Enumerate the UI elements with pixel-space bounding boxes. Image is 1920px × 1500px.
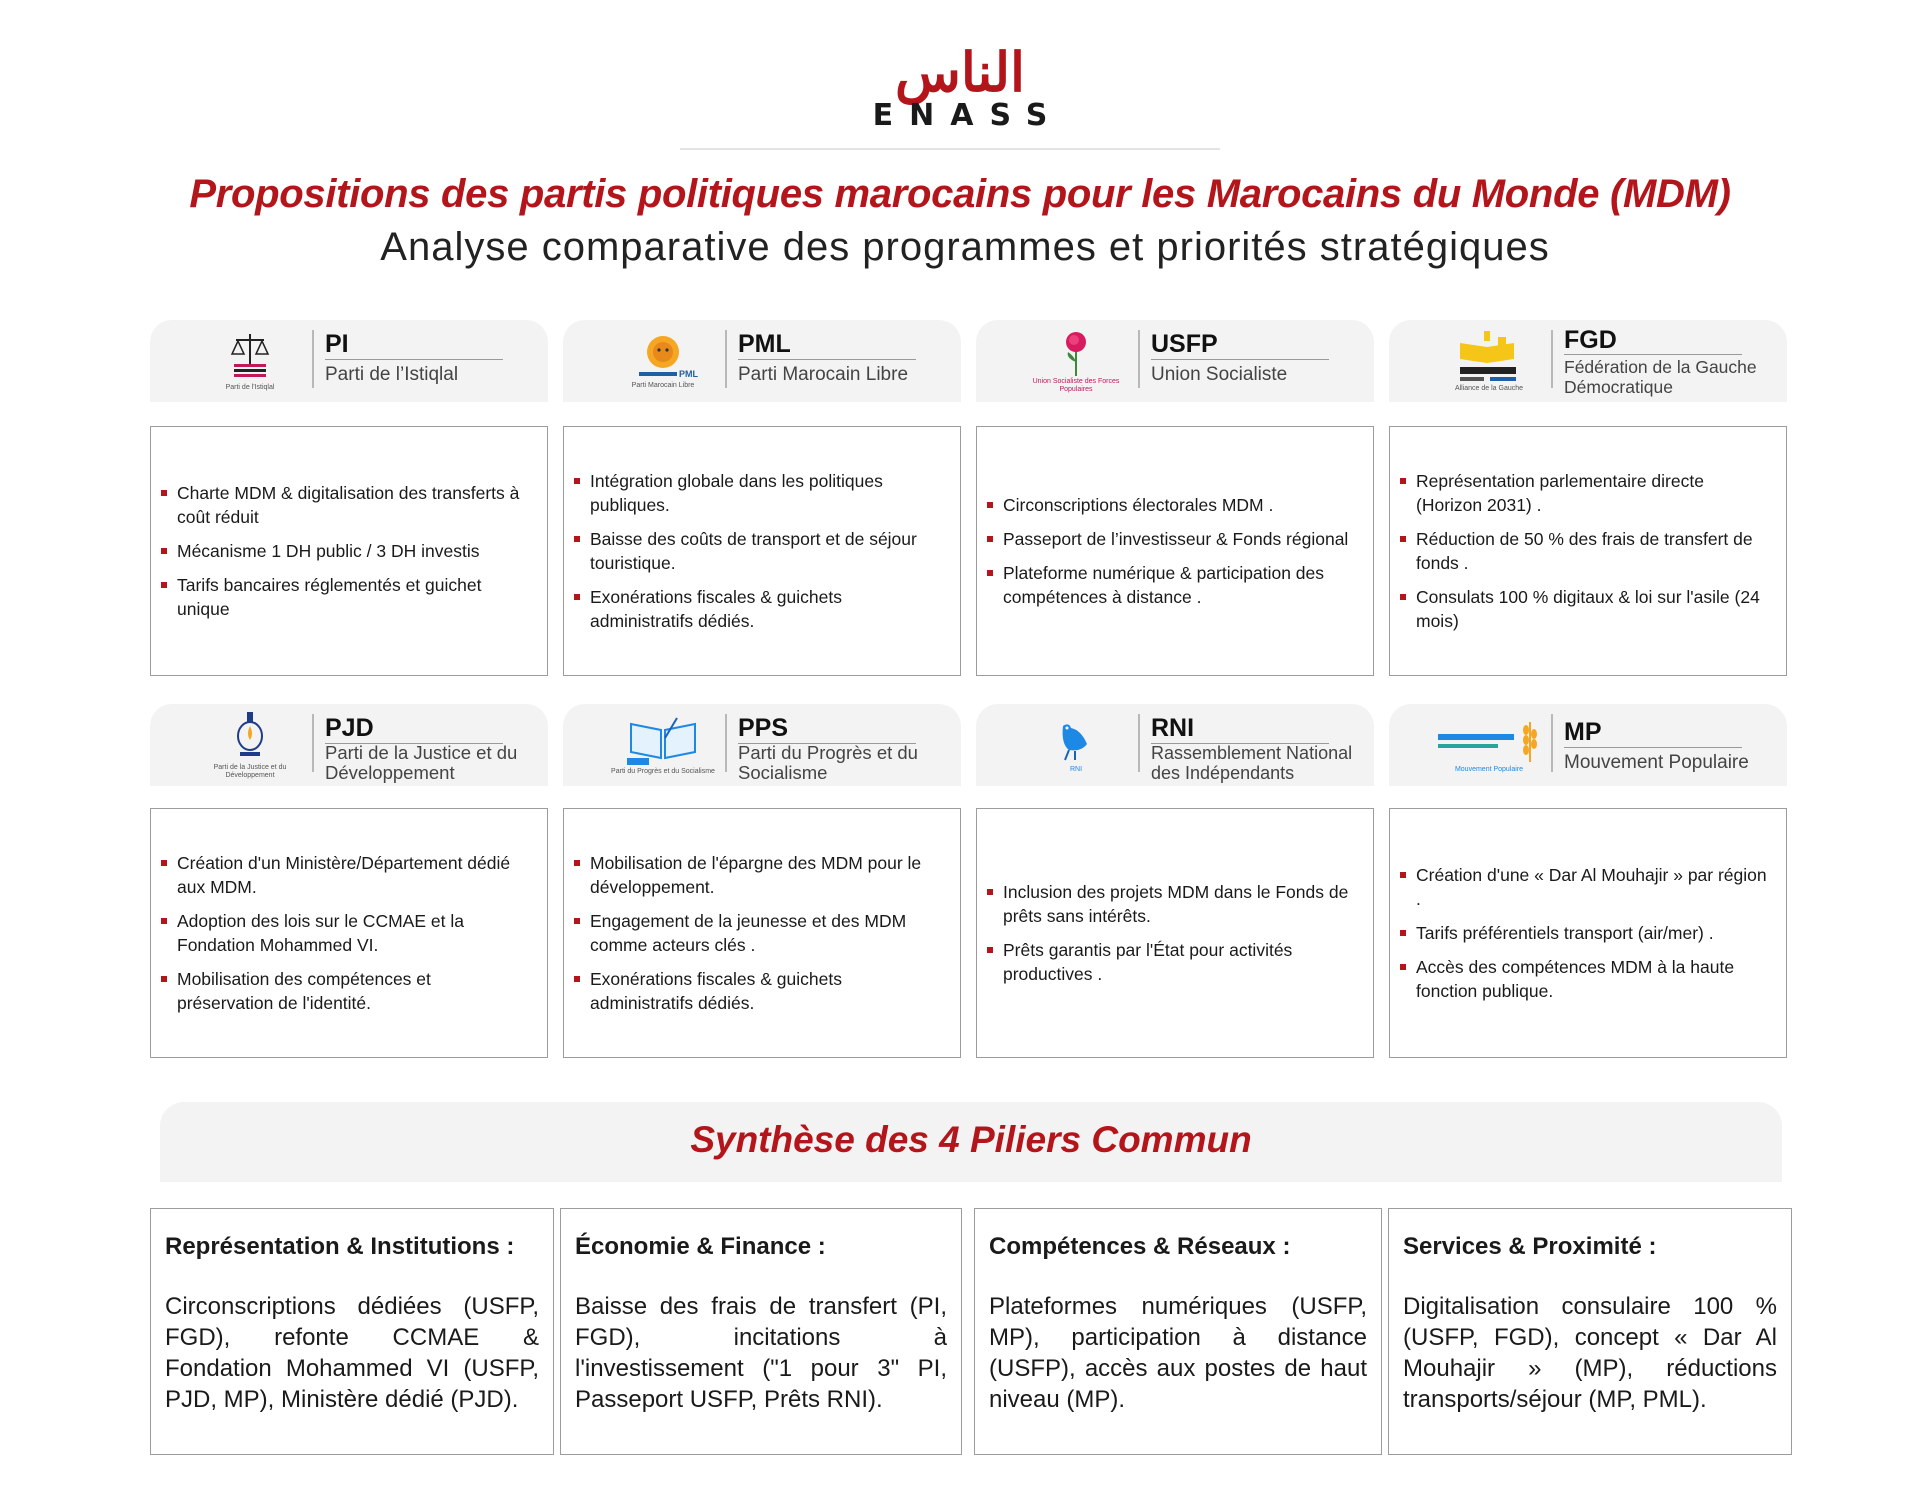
proposal-item: Mobilisation de l'épargne des MDM pour le développement. xyxy=(572,851,942,899)
proposal-item: Création d'une « Dar Al Mouhajir » par région . xyxy=(1398,863,1768,911)
proposal-item: Inclusion des projets MDM dans le Fonds de prêts sans intérêts. xyxy=(985,880,1355,928)
party-abbreviation: RNI xyxy=(1151,714,1195,742)
party-proposals-fgd xyxy=(1389,426,1787,676)
pillar-title: Économie & Finance : xyxy=(575,1233,826,1260)
party-logo-pi xyxy=(190,328,310,394)
proposal-item: Prêts garantis par l'État pour activités productives . xyxy=(985,938,1355,986)
header-underline xyxy=(1564,354,1742,355)
header-separator xyxy=(312,714,314,772)
party-logo-caption: Alliance de la Gauche xyxy=(1454,385,1524,392)
scales-of-justice-icon xyxy=(228,330,272,384)
party-logo-caption: Parti de la Justice et du Développement xyxy=(213,764,287,779)
party-logo-pjd xyxy=(190,712,310,778)
party-full-name: Parti du Progrès et du Socialisme xyxy=(738,742,918,783)
party-logo-fgd xyxy=(1429,328,1549,394)
party-logo-caption: Parti du Progrès et du Socialisme xyxy=(611,768,715,775)
party-proposals-pjd xyxy=(150,808,548,1058)
page-subtitle: Analyse comparative des programmes et priorités stratégiques xyxy=(380,225,1550,269)
rose-icon xyxy=(1056,328,1096,378)
party-logo-rni xyxy=(1016,712,1136,778)
header-separator xyxy=(1551,714,1553,772)
pillar-services xyxy=(1388,1208,1792,1455)
party-logo-caption: Parti Marocain Libre xyxy=(631,382,695,389)
proposal-item: Réduction de 50 % des frais de transfert de fonds . xyxy=(1398,527,1768,575)
proposal-item: Intégration globale dans les politiques publiques. xyxy=(572,469,942,517)
header-underline xyxy=(1151,359,1329,360)
header-separator xyxy=(1138,330,1140,388)
header-separator xyxy=(1551,330,1553,388)
header-divider xyxy=(680,148,1220,150)
party-logo-pml xyxy=(603,328,723,394)
party-full-name: Union Socialiste xyxy=(1151,364,1288,385)
pillar-title: Représentation & Institutions : xyxy=(165,1233,515,1260)
pillar-economie xyxy=(560,1208,962,1455)
proposal-item: Tarifs bancaires réglementés et guichet unique xyxy=(159,573,529,621)
party-abbreviation: PI xyxy=(325,330,349,358)
proposal-item: Circonscriptions électorales MDM . xyxy=(985,493,1355,517)
party-logo-caption: Union Socialiste des Forces Populaires xyxy=(1032,378,1120,393)
party-proposals-pml xyxy=(563,426,961,676)
proposal-item: Engagement de la jeunesse et des MDM comme acteurs clés . xyxy=(572,909,942,957)
party-logo-caption: Mouvement Populaire xyxy=(1454,766,1524,773)
lamp-icon xyxy=(230,710,270,764)
party-header-rni xyxy=(976,704,1374,786)
party-logo-caption: RNI xyxy=(1069,766,1083,773)
header-underline xyxy=(325,359,503,360)
dove-icon xyxy=(1051,716,1101,766)
candle-book-icon xyxy=(1454,329,1524,385)
pillar-competences xyxy=(974,1208,1382,1455)
party-header-pml xyxy=(563,320,961,402)
pillar-text: Digitalisation consulaire 100 % (USFP, FGD), concept « Dar Al Mouhajir » (MP), réductions transports/séjour (MP, PML). xyxy=(1403,1293,1777,1413)
party-abbreviation: FGD xyxy=(1564,326,1617,354)
party-full-name: Parti de la Justice et du Développement xyxy=(325,742,518,783)
party-proposals-pps xyxy=(563,808,961,1058)
pillar-title: Services & Proximité : xyxy=(1403,1233,1657,1260)
party-header-pjd xyxy=(150,704,548,786)
party-proposals-pi xyxy=(150,426,548,676)
header-underline xyxy=(1564,747,1742,748)
proposal-item: Mobilisation des compétences et préservation de l'identité. xyxy=(159,967,529,1015)
party-header-fgd xyxy=(1389,320,1787,402)
proposal-item: Adoption des lois sur le CCMAE et la Fondation Mohammed VI. xyxy=(159,909,529,957)
svg-text:PML: PML xyxy=(679,369,698,379)
party-full-name: Parti Marocain Libre xyxy=(738,364,909,385)
party-header-usfp xyxy=(976,320,1374,402)
party-logo-pps xyxy=(603,712,723,778)
party-abbreviation: PPS xyxy=(738,714,789,742)
proposal-item: Passeport de l’investisseur & Fonds régional xyxy=(985,527,1355,551)
brand-latin-wordmark: ENASS xyxy=(872,98,1064,133)
proposal-item: Accès des compétences MDM à la haute fonction publique. xyxy=(1398,955,1768,1003)
brand-logo xyxy=(0,40,1920,134)
proposal-item: Tarifs préférentiels transport (air/mer) . xyxy=(1398,921,1768,945)
brand-arabic-wordmark: الناس xyxy=(894,40,1026,104)
proposal-item: Plateforme numérique & participation des compétences à distance . xyxy=(985,561,1355,609)
party-full-name: Rassemblement National des Indépendants xyxy=(1151,743,1353,783)
header-separator xyxy=(1138,714,1140,772)
party-proposals-mp xyxy=(1389,808,1787,1058)
proposal-item: Charte MDM & digitalisation des transferts à coût réduit xyxy=(159,481,529,529)
header-separator xyxy=(312,330,314,388)
wheat-ear-icon xyxy=(1434,716,1544,766)
party-logo-caption: Parti de l'Istiqlal xyxy=(225,384,275,391)
open-book-icon xyxy=(625,714,701,768)
party-full-name: Mouvement Populaire xyxy=(1564,752,1749,773)
pillar-text: Plateformes numériques (USFP, MP), participation à distance (USFP), accès aux postes de haut niveau (MP). xyxy=(989,1293,1367,1413)
header-underline xyxy=(738,359,916,360)
party-header-pps xyxy=(563,704,961,786)
header-separator xyxy=(725,714,727,772)
party-header-pi xyxy=(150,320,548,402)
proposal-item: Représentation parlementaire directe (Horizon 2031) . xyxy=(1398,469,1768,517)
party-abbreviation: MP xyxy=(1564,718,1602,746)
synthesis-title: Synthèse des 4 Piliers Commun xyxy=(690,1119,1252,1160)
party-proposals-rni xyxy=(976,808,1374,1058)
party-logo-usfp xyxy=(1016,328,1136,394)
proposal-item: Consulats 100 % digitaux & loi sur l'asile (24 mois) xyxy=(1398,585,1768,633)
pillar-text: Baisse des frais de transfert (PI, FGD), incitations à l'investissement ("1 pour 3" PI, Passeport USFP, Prêts RNI). xyxy=(575,1293,947,1413)
party-abbreviation: PJD xyxy=(325,714,374,742)
pillar-text: Circonscriptions dédiées (USFP, FGD), refonte CCMAE & Fondation Mohammed VI (USFP, PJD, MP), Ministère dédié (PJD). xyxy=(165,1293,539,1413)
proposal-item: Exonérations fiscales & guichets administratifs dédiés. xyxy=(572,967,942,1015)
party-logo-mp xyxy=(1429,712,1549,778)
party-abbreviation: USFP xyxy=(1151,330,1218,358)
proposal-item: Mécanisme 1 DH public / 3 DH investis xyxy=(159,539,529,563)
party-full-name: Fédération de la Gauche Démocratique xyxy=(1564,357,1757,397)
party-abbreviation: PML xyxy=(738,330,791,358)
pillar-representation xyxy=(150,1208,554,1455)
header-separator xyxy=(725,330,727,388)
pillar-title: Compétences & Réseaux : xyxy=(989,1233,1291,1260)
proposal-item: Création d'un Ministère/Département dédié aux MDM. xyxy=(159,851,529,899)
page-title: Propositions des partis politiques marocains pour les Marocains du Monde (MDM) xyxy=(189,172,1731,216)
lion-head-icon xyxy=(633,332,698,382)
party-full-name: Parti de l’Istiqlal xyxy=(325,364,459,385)
proposal-item: Baisse des coûts de transport et de séjour touristique. xyxy=(572,527,942,575)
proposal-item: Exonérations fiscales & guichets administratifs dédiés. xyxy=(572,585,942,633)
party-header-mp xyxy=(1389,704,1787,786)
party-proposals-usfp xyxy=(976,426,1374,676)
